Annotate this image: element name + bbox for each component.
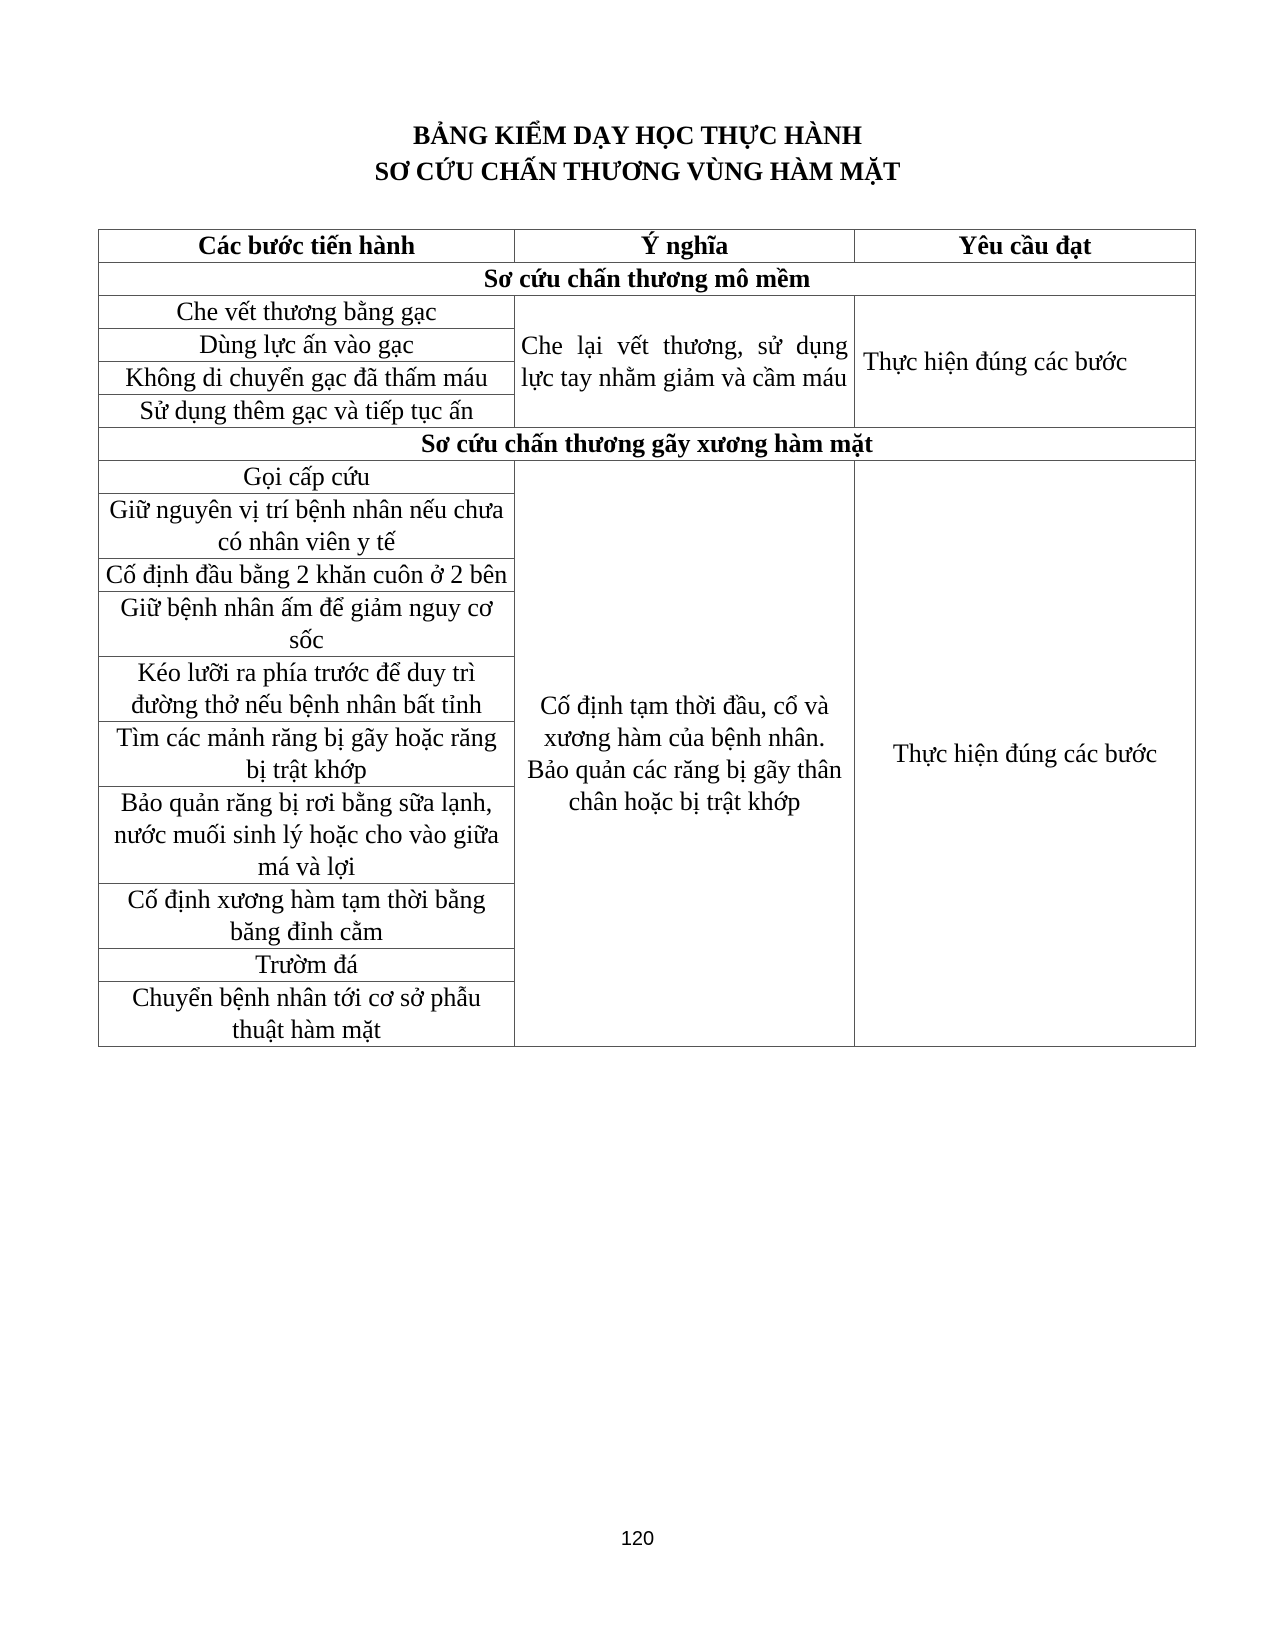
step-cell: Gọi cấp cứu (99, 461, 515, 494)
document-title (0, 118, 1275, 190)
section-title: Sơ cứu chấn thương mô mềm (99, 263, 1196, 296)
page-number: 120 (620, 1528, 655, 1550)
header-row (99, 230, 1196, 263)
section-title: Sơ cứu chấn thương gãy xương hàm mặt (99, 428, 1196, 461)
step-cell: Giữ bệnh nhân ấm để giảm nguy cơ sốc (99, 592, 515, 657)
header-steps: Các bước tiến hành (99, 230, 515, 263)
step-cell: Trườm đá (99, 949, 515, 982)
requirement-cell: Thực hiện đúng các bước (855, 296, 1196, 428)
step-cell: Giữ nguyên vị trí bệnh nhân nếu chưa có nhân viên y tế (99, 494, 515, 559)
meaning-cell: Che lại vết thương, sử dụng lực tay nhằm giảm và cầm máu (515, 296, 855, 428)
table-row (99, 461, 1196, 494)
requirement-cell: Thực hiện đúng các bước (855, 461, 1196, 1047)
meaning-cell: Cố định tạm thời đầu, cổ và xương hàm của bệnh nhân. Bảo quản các răng bị gãy thân chân hoặc bị trật khớp (515, 461, 855, 1047)
step-cell: Bảo quản răng bị rơi bằng sữa lạnh, nước muối sinh lý hoặc cho vào giữa má và lợi (99, 787, 515, 884)
header-meaning: Ý nghĩa (515, 230, 855, 263)
header-requirement: Yêu cầu đạt (855, 230, 1196, 263)
step-cell: Chuyển bệnh nhân tới cơ sở phẫu thuật hàm mặt (99, 982, 515, 1047)
section-row-fracture (99, 428, 1196, 461)
title-line-2: SƠ CỨU CHẤN THƯƠNG VÙNG HÀM MẶT (374, 157, 901, 186)
table-row (99, 296, 1196, 329)
step-cell: Cố định đầu bằng 2 khăn cuôn ở 2 bên (99, 559, 515, 592)
checklist-table (98, 229, 1196, 1047)
title-line-1: BẢNG KIỂM DẠY HỌC THỰC HÀNH (413, 121, 862, 150)
section-row-soft-tissue (99, 263, 1196, 296)
step-cell: Dùng lực ấn vào gạc (99, 329, 515, 362)
step-cell: Che vết thương bằng gạc (99, 296, 515, 329)
step-cell: Kéo lưỡi ra phía trước để duy trì đường thở nếu bệnh nhân bất tỉnh (99, 657, 515, 722)
step-cell: Cố định xương hàm tạm thời bằng băng đỉnh cằm (99, 884, 515, 949)
step-cell: Tìm các mảnh răng bị gãy hoặc răng bị trật khớp (99, 722, 515, 787)
step-cell: Không di chuyển gạc đã thấm máu (99, 362, 515, 395)
step-cell: Sử dụng thêm gạc và tiếp tục ấn (99, 395, 515, 428)
